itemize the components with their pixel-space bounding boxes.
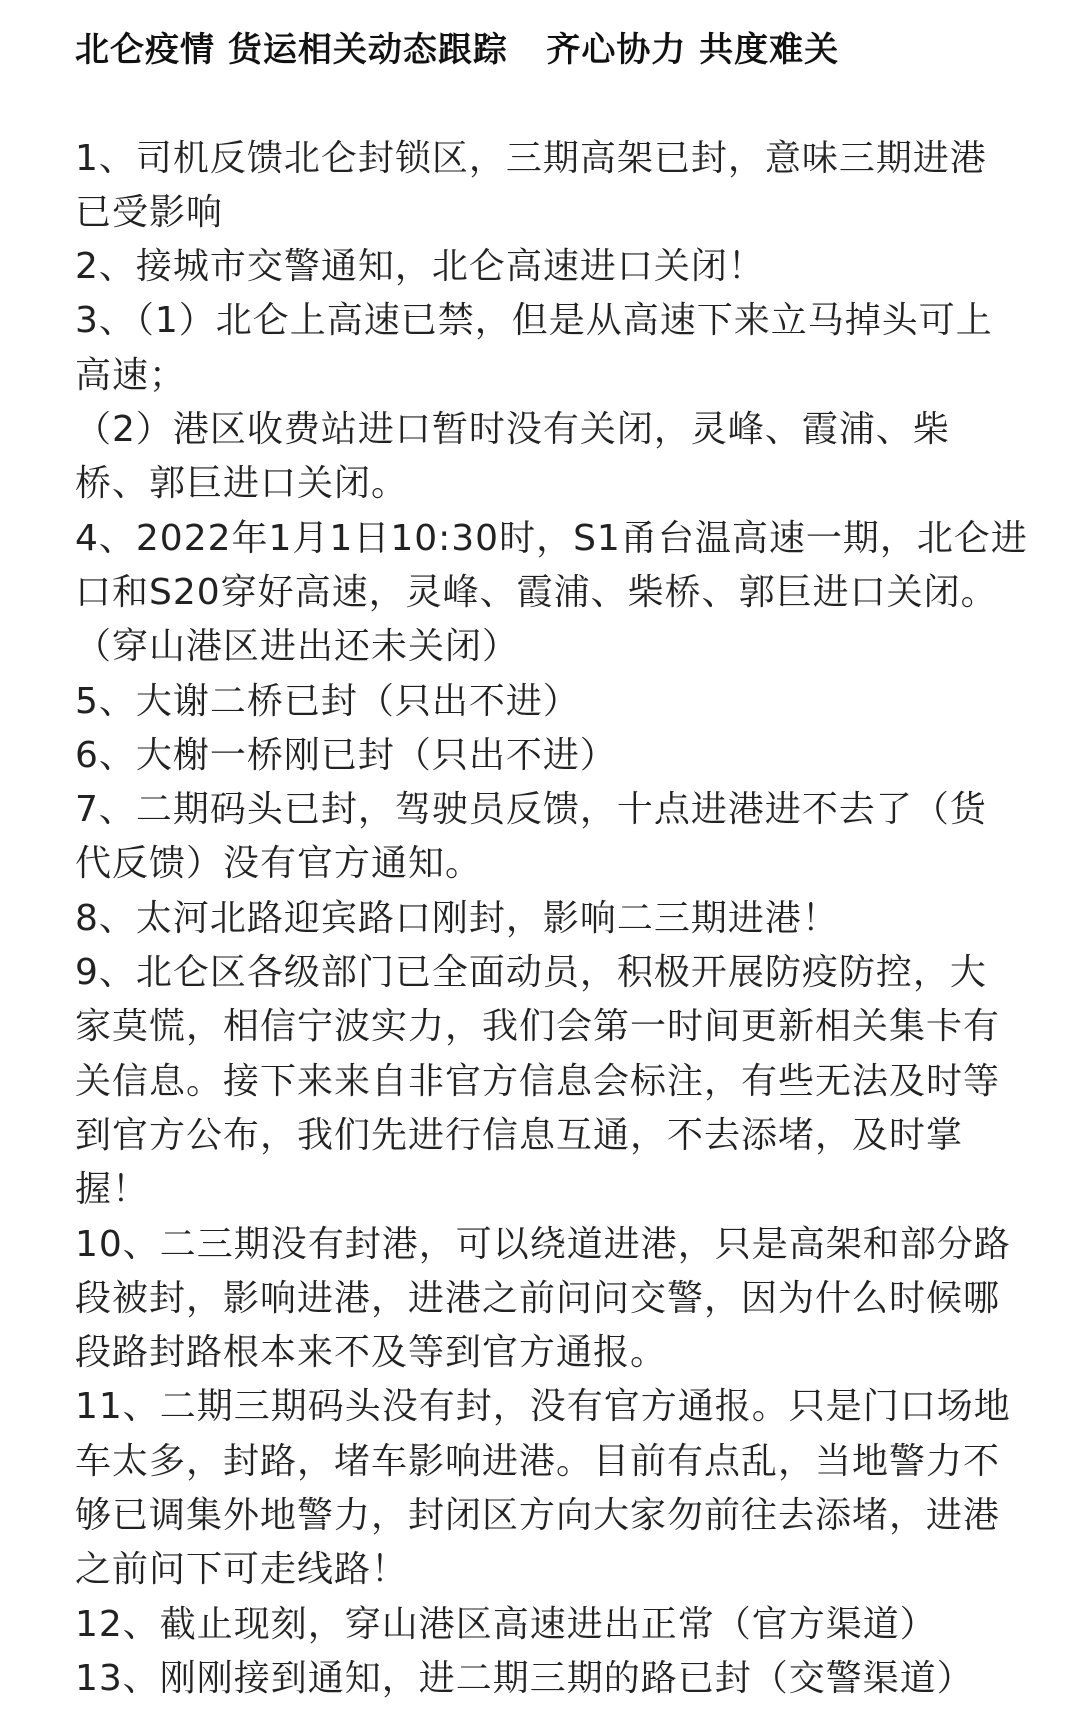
update-item-line: 够已调集外地警力，封闭区方向大家勿前往去添堵，进港 — [75, 1495, 1001, 1537]
update-item-4 — [75, 512, 1080, 675]
update-item-line: 握！ — [75, 1169, 150, 1211]
update-item-line: 关信息。接下来来自非官方信息会标注，有些无法及时等 — [75, 1060, 1001, 1102]
update-item-line: 口和S20穿好高速，灵峰、霞浦、柴桥、郭巨进口关闭。 — [75, 571, 998, 613]
update-item-line: 9、北仑区各级部门已全面动员，积极开展防疫防控，大 — [75, 952, 987, 994]
update-item-line: 桥、郭巨进口关闭。 — [75, 463, 409, 505]
update-item-9 — [75, 946, 1080, 1217]
post-title: 北仑疫情 货运相关动态跟踪 齐心协力 共度难关 — [75, 30, 840, 70]
update-item-line: 5、大谢二桥已封（只出不进） — [75, 680, 580, 722]
update-item-8 — [75, 892, 1080, 946]
update-item-line: 之前问下可走线路！ — [75, 1549, 409, 1591]
blank-line — [75, 77, 1080, 131]
update-item-11 — [75, 1380, 1080, 1597]
update-item-12 — [75, 1598, 1080, 1652]
update-item-6 — [75, 729, 1080, 783]
update-item-line: 7、二期码头已封，驾驶员反馈，十点进港进不去了（货 — [75, 789, 987, 831]
update-item-line: 6、大榭一桥刚已封（只出不进） — [75, 734, 617, 776]
update-item-line: 2、接城市交警通知，北仑高速进口关闭！ — [75, 246, 765, 288]
update-item-line: 13、刚刚接到通知，进二期三期的路已封（交警渠道） — [75, 1657, 974, 1699]
update-item-line: 3、（1）北仑上高速已禁，但是从高速下来立马掉头可上 — [75, 300, 993, 342]
update-item-7 — [75, 783, 1080, 892]
update-list — [75, 132, 1080, 1707]
update-item-line: 到官方公布，我们先进行信息互通，不去添堵，及时掌 — [75, 1114, 964, 1156]
update-item-line: 11、二期三期码头没有封，没有官方通报。只是门口场地 — [75, 1386, 1011, 1428]
update-item-line: 代反馈）没有官方通知。 — [75, 843, 483, 885]
update-item-2 — [75, 240, 1080, 294]
update-item-line: 4、2022年1月1日10:30时，S1甬台温高速一期，北仑进 — [75, 517, 1028, 559]
update-item-1 — [75, 132, 1080, 241]
update-item-line: 10、二三期没有封港，可以绕道进港，只是高架和部分路 — [75, 1223, 1011, 1265]
update-item-3 — [75, 294, 1080, 511]
update-item-line: 段路封路根本来不及等到官方通报。 — [75, 1332, 668, 1374]
update-item-line: 段被封，影响进港，进港之前问问交警，因为什么时候哪 — [75, 1277, 1001, 1319]
update-item-line: 已受影响 — [75, 191, 224, 233]
update-item-line: 家莫慌，相信宁波实力，我们会第一时间更新相关集卡有 — [75, 1006, 1001, 1048]
update-item-line: 8、太河北路迎宾路口刚封，影响二三期进港！ — [75, 897, 839, 939]
update-item-13 — [75, 1652, 1080, 1706]
update-item-line: 高速； — [75, 354, 187, 396]
update-item-line: 车太多，封路，堵车影响进港。目前有点乱，当地警力不 — [75, 1440, 1001, 1482]
update-item-5 — [75, 675, 1080, 729]
update-item-line: 1、司机反馈北仑封锁区，三期高架已封，意味三期进港 — [75, 137, 987, 179]
update-item-10 — [75, 1218, 1080, 1381]
update-item-line: （穿山港区进出还未关闭） — [75, 626, 520, 668]
update-item-line: （2）港区收费站进口暂时没有关闭，灵峰、霞浦、柴 — [75, 409, 950, 451]
update-item-line: 12、截止现刻，穿山港区高速进出正常（官方渠道） — [75, 1603, 937, 1645]
